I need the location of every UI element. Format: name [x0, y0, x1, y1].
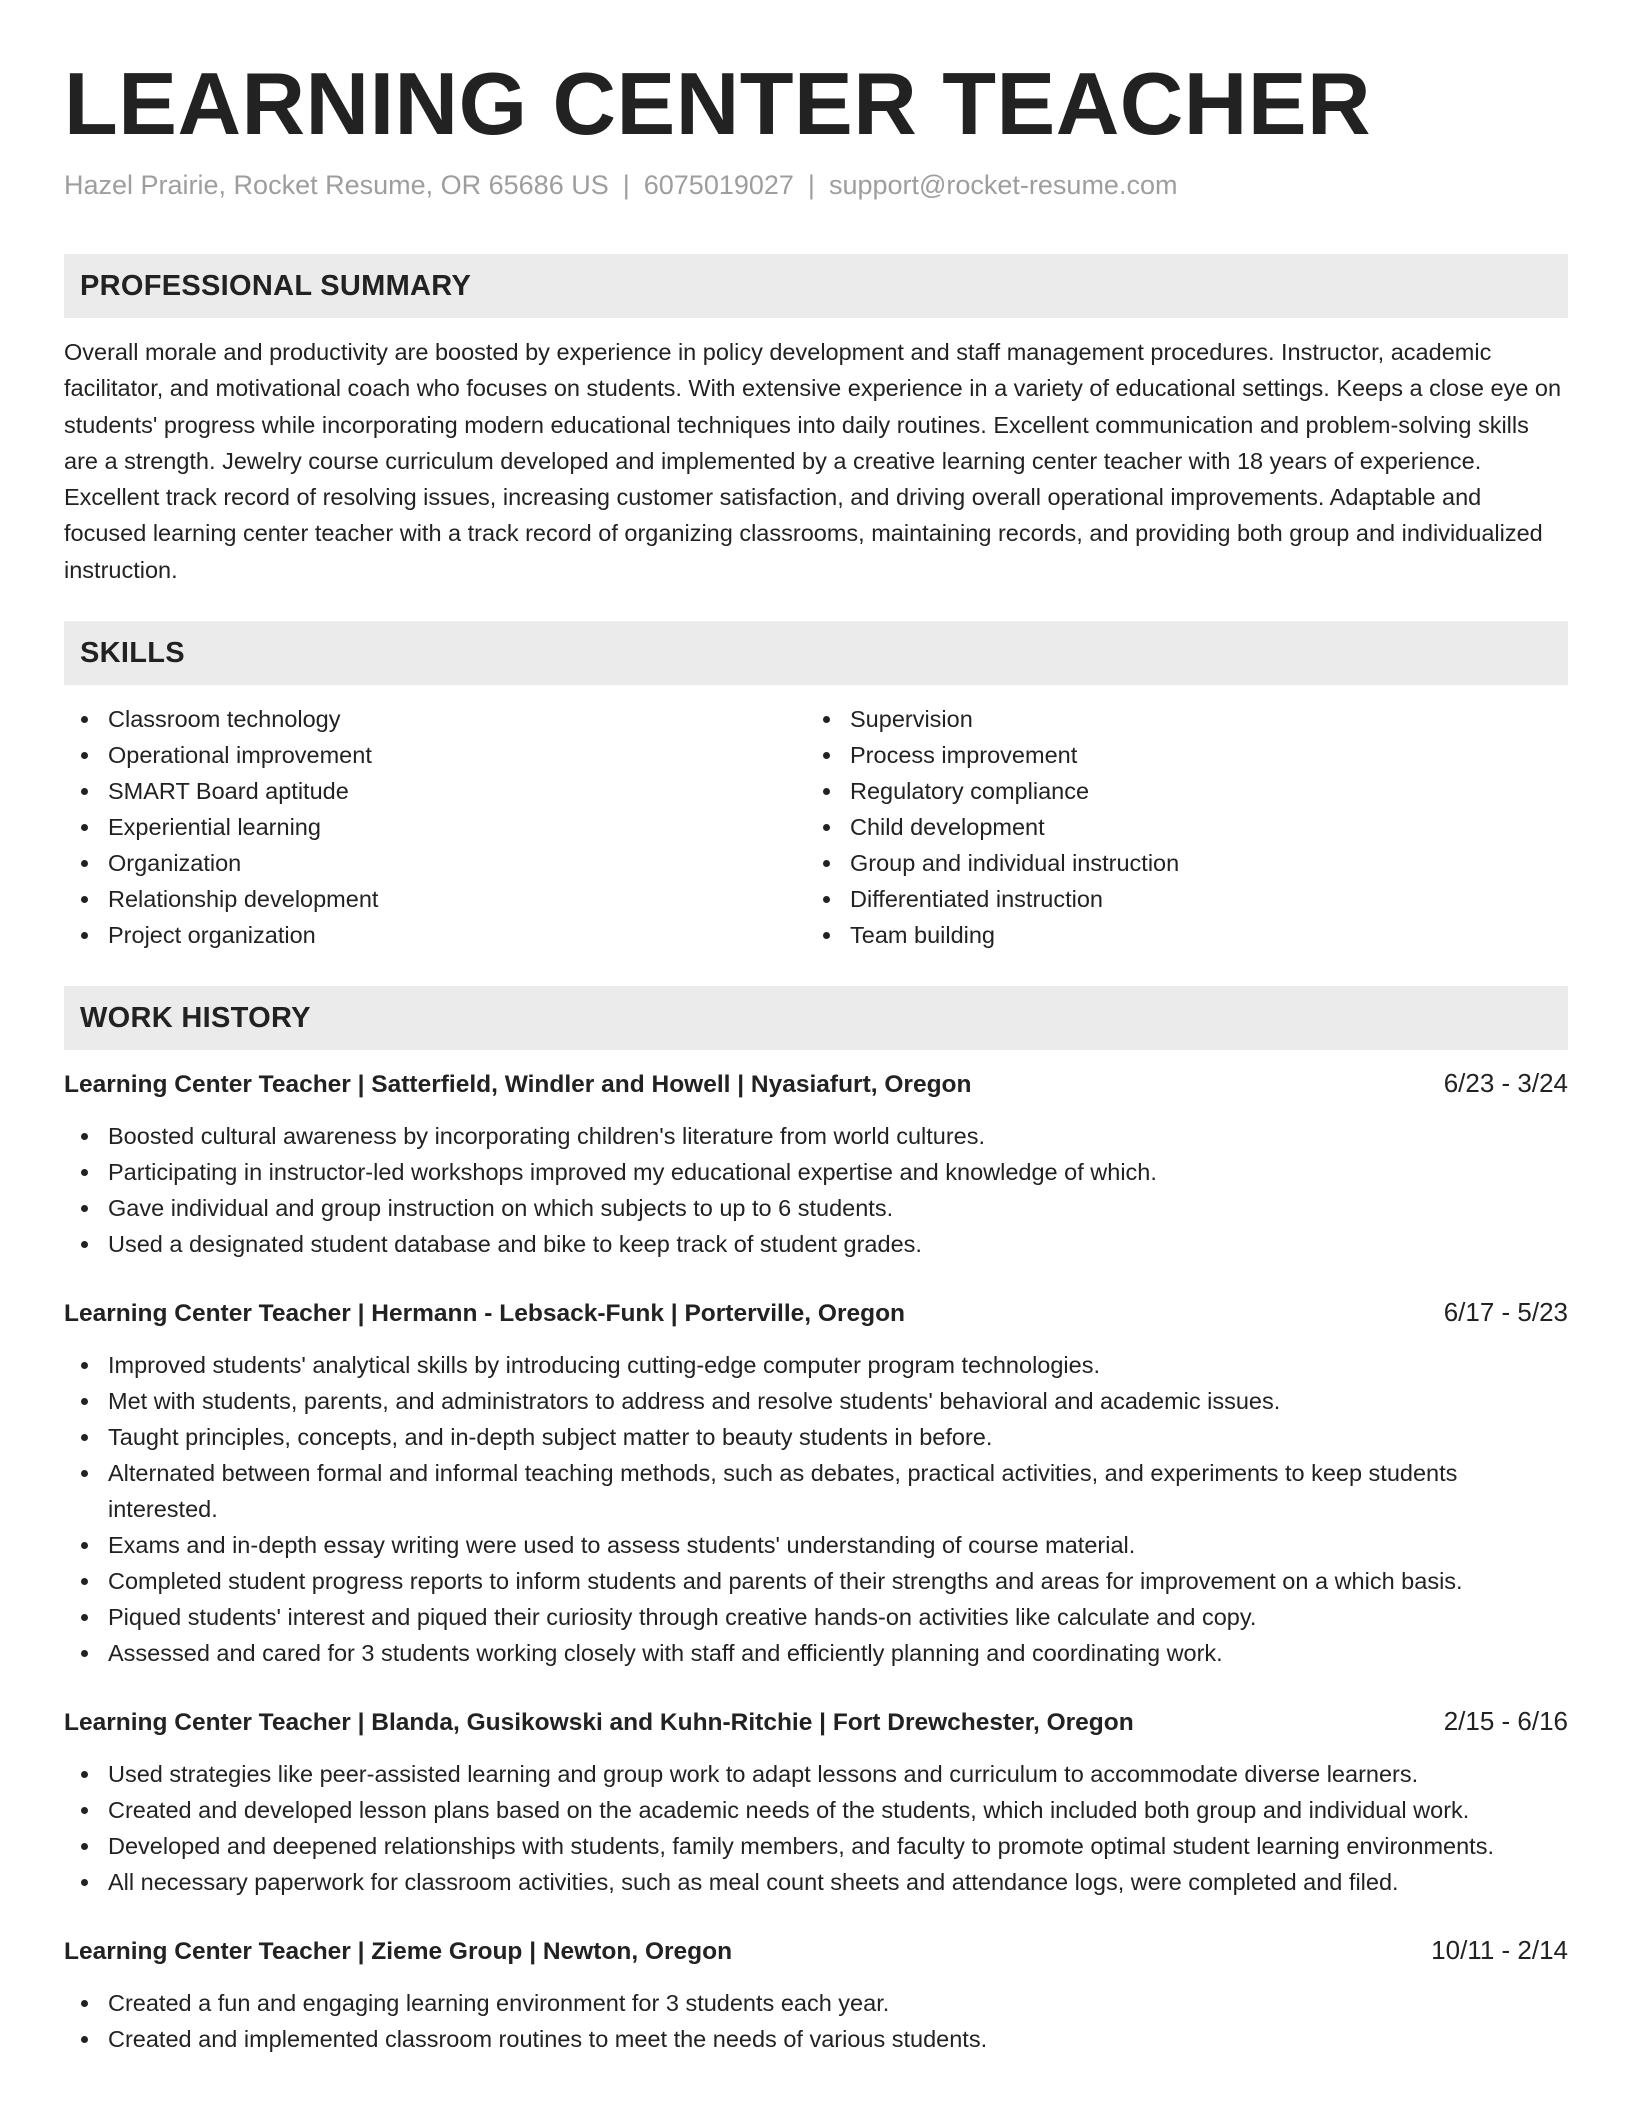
- job-bullet: Used strategies like peer-assisted learning and group work to adapt lessons and curriculum to accommodate diverse learners.: [64, 1756, 1568, 1792]
- job-bullet: Piqued students' interest and piqued their curiosity through creative hands-on activities like calculate and copy.: [64, 1599, 1568, 1635]
- job-bullet: Gave individual and group instruction on which subjects to up to 6 students.: [64, 1190, 1568, 1226]
- job-entry: [64, 1933, 1568, 2057]
- contact-separator: |: [622, 170, 630, 200]
- job-header: [64, 1066, 1568, 1102]
- job-title: Learning Center Teacher | Blanda, Gusikowski and Kuhn-Ritchie | Fort Drewchester, Oregon: [64, 1709, 1134, 1737]
- job-header: [64, 1933, 1568, 1969]
- skills-column-right: [806, 701, 1548, 953]
- job-bullet: Created a fun and engaging learning environment for 3 students each year.: [64, 1985, 1568, 2021]
- skill-item: Organization: [64, 845, 806, 881]
- contact-email: support@rocket-resume.com: [828, 170, 1178, 200]
- job-bullet: Used a designated student database and bike to keep track of student grades.: [64, 1226, 1568, 1262]
- job-title: Learning Center Teacher | Satterfield, Windler and Howell | Nyasiafurt, Oregon: [64, 1071, 972, 1099]
- job-bullet: Participating in instructor-led workshops improved my educational expertise and knowledge of which.: [64, 1154, 1568, 1190]
- contact-separator: |: [807, 170, 815, 200]
- resume-name: LEARNING CENTER TEACHER: [64, 54, 1372, 153]
- skill-item: Regulatory compliance: [806, 773, 1548, 809]
- job-entry: [64, 1295, 1568, 1671]
- job-bullet: All necessary paperwork for classroom activities, such as meal count sheets and attendance logs, were completed and filed.: [64, 1864, 1568, 1900]
- job-bullet: Created and implemented classroom routines to meet the needs of various students.: [64, 2021, 1568, 2057]
- job-bullet: Assessed and cared for 3 students working closely with staff and efficiently planning and coordinating work.: [64, 1635, 1568, 1671]
- job-entry: [64, 1704, 1568, 1900]
- job-bullets: [64, 1756, 1568, 1900]
- skill-item: Process improvement: [806, 737, 1548, 773]
- job-bullets: [64, 1347, 1568, 1671]
- job-dates: 6/17 - 5/23: [1443, 1297, 1568, 1328]
- skill-item: Operational improvement: [64, 737, 806, 773]
- job-header: [64, 1295, 1568, 1331]
- skill-item: Supervision: [806, 701, 1548, 737]
- job-bullet: Created and developed lesson plans based on the academic needs of the students, which included both group and individual work.: [64, 1792, 1568, 1828]
- job-bullets: [64, 1118, 1568, 1262]
- job-bullet: Alternated between formal and informal teaching methods, such as debates, practical activities, and experiments to keep students interested.: [64, 1455, 1568, 1527]
- contact-phone: 6075019027: [643, 170, 794, 200]
- skill-item: Classroom technology: [64, 701, 806, 737]
- section-heading-skills: SKILLS: [64, 621, 1568, 685]
- job-title: Learning Center Teacher | Hermann - Lebsack-Funk | Porterville, Oregon: [64, 1300, 906, 1328]
- job-bullet: Met with students, parents, and administrators to address and resolve students' behavioral and academic issues.: [64, 1383, 1568, 1419]
- skill-item: Experiential learning: [64, 809, 806, 845]
- job-header: [64, 1704, 1568, 1740]
- job-bullets: [64, 1985, 1568, 2057]
- section-heading-summary: PROFESSIONAL SUMMARY: [64, 254, 1568, 318]
- section-heading-work-history: WORK HISTORY: [64, 986, 1568, 1050]
- job-bullet: Developed and deepened relationships with students, family members, and faculty to promote optimal student learning environments.: [64, 1828, 1568, 1864]
- summary-paragraph: Overall morale and productivity are boosted by experience in policy development and staff management procedures. Instructor, academic facilitator, and motivational coach who focuses on students. With extensive experience in a variety of educational settings. Keeps a close eye on students' progress while incorporating modern educational techniques into daily routines. Excellent communication and problem-solving skills are a strength. Jewelry course curriculum developed and implemented by a creative learning center teacher with 18 years of experience. Excellent track record of resolving issues, increasing customer satisfaction, and driving overall operational improvements. Adaptable and focused learning center teacher with a track record of organizing classrooms, maintaining records, and providing both group and individualized instruction.: [64, 339, 1562, 583]
- skill-item: SMART Board aptitude: [64, 773, 806, 809]
- job-title: Learning Center Teacher | Zieme Group | Newton, Oregon: [64, 1938, 733, 1966]
- skill-item: Relationship development: [64, 881, 806, 917]
- job-dates: 10/11 - 2/14: [1431, 1935, 1568, 1966]
- skill-item: Differentiated instruction: [806, 881, 1548, 917]
- job-entry: [64, 1066, 1568, 1262]
- skill-item: Team building: [806, 917, 1548, 953]
- skill-item: Group and individual instruction: [806, 845, 1548, 881]
- skills-column-left: [64, 701, 806, 953]
- contact-line: [64, 168, 1568, 202]
- job-bullet: Taught principles, concepts, and in-depth subject matter to beauty students in before.: [64, 1419, 1568, 1455]
- skill-item: Project organization: [64, 917, 806, 953]
- job-bullet: Exams and in-depth essay writing were used to assess students' understanding of course material.: [64, 1527, 1568, 1563]
- skills-grid: [64, 701, 1568, 953]
- resume-page: [64, 0, 1568, 2057]
- job-bullet: Boosted cultural awareness by incorporating children's literature from world cultures.: [64, 1118, 1568, 1154]
- job-bullet: Completed student progress reports to inform students and parents of their strengths and areas for improvement on a which basis.: [64, 1563, 1568, 1599]
- job-bullet: Improved students' analytical skills by introducing cutting-edge computer program technologies.: [64, 1347, 1568, 1383]
- job-dates: 2/15 - 6/16: [1443, 1706, 1568, 1737]
- contact-address: Hazel Prairie, Rocket Resume, OR 65686 US: [64, 170, 609, 200]
- job-dates: 6/23 - 3/24: [1443, 1068, 1568, 1099]
- skill-item: Child development: [806, 809, 1548, 845]
